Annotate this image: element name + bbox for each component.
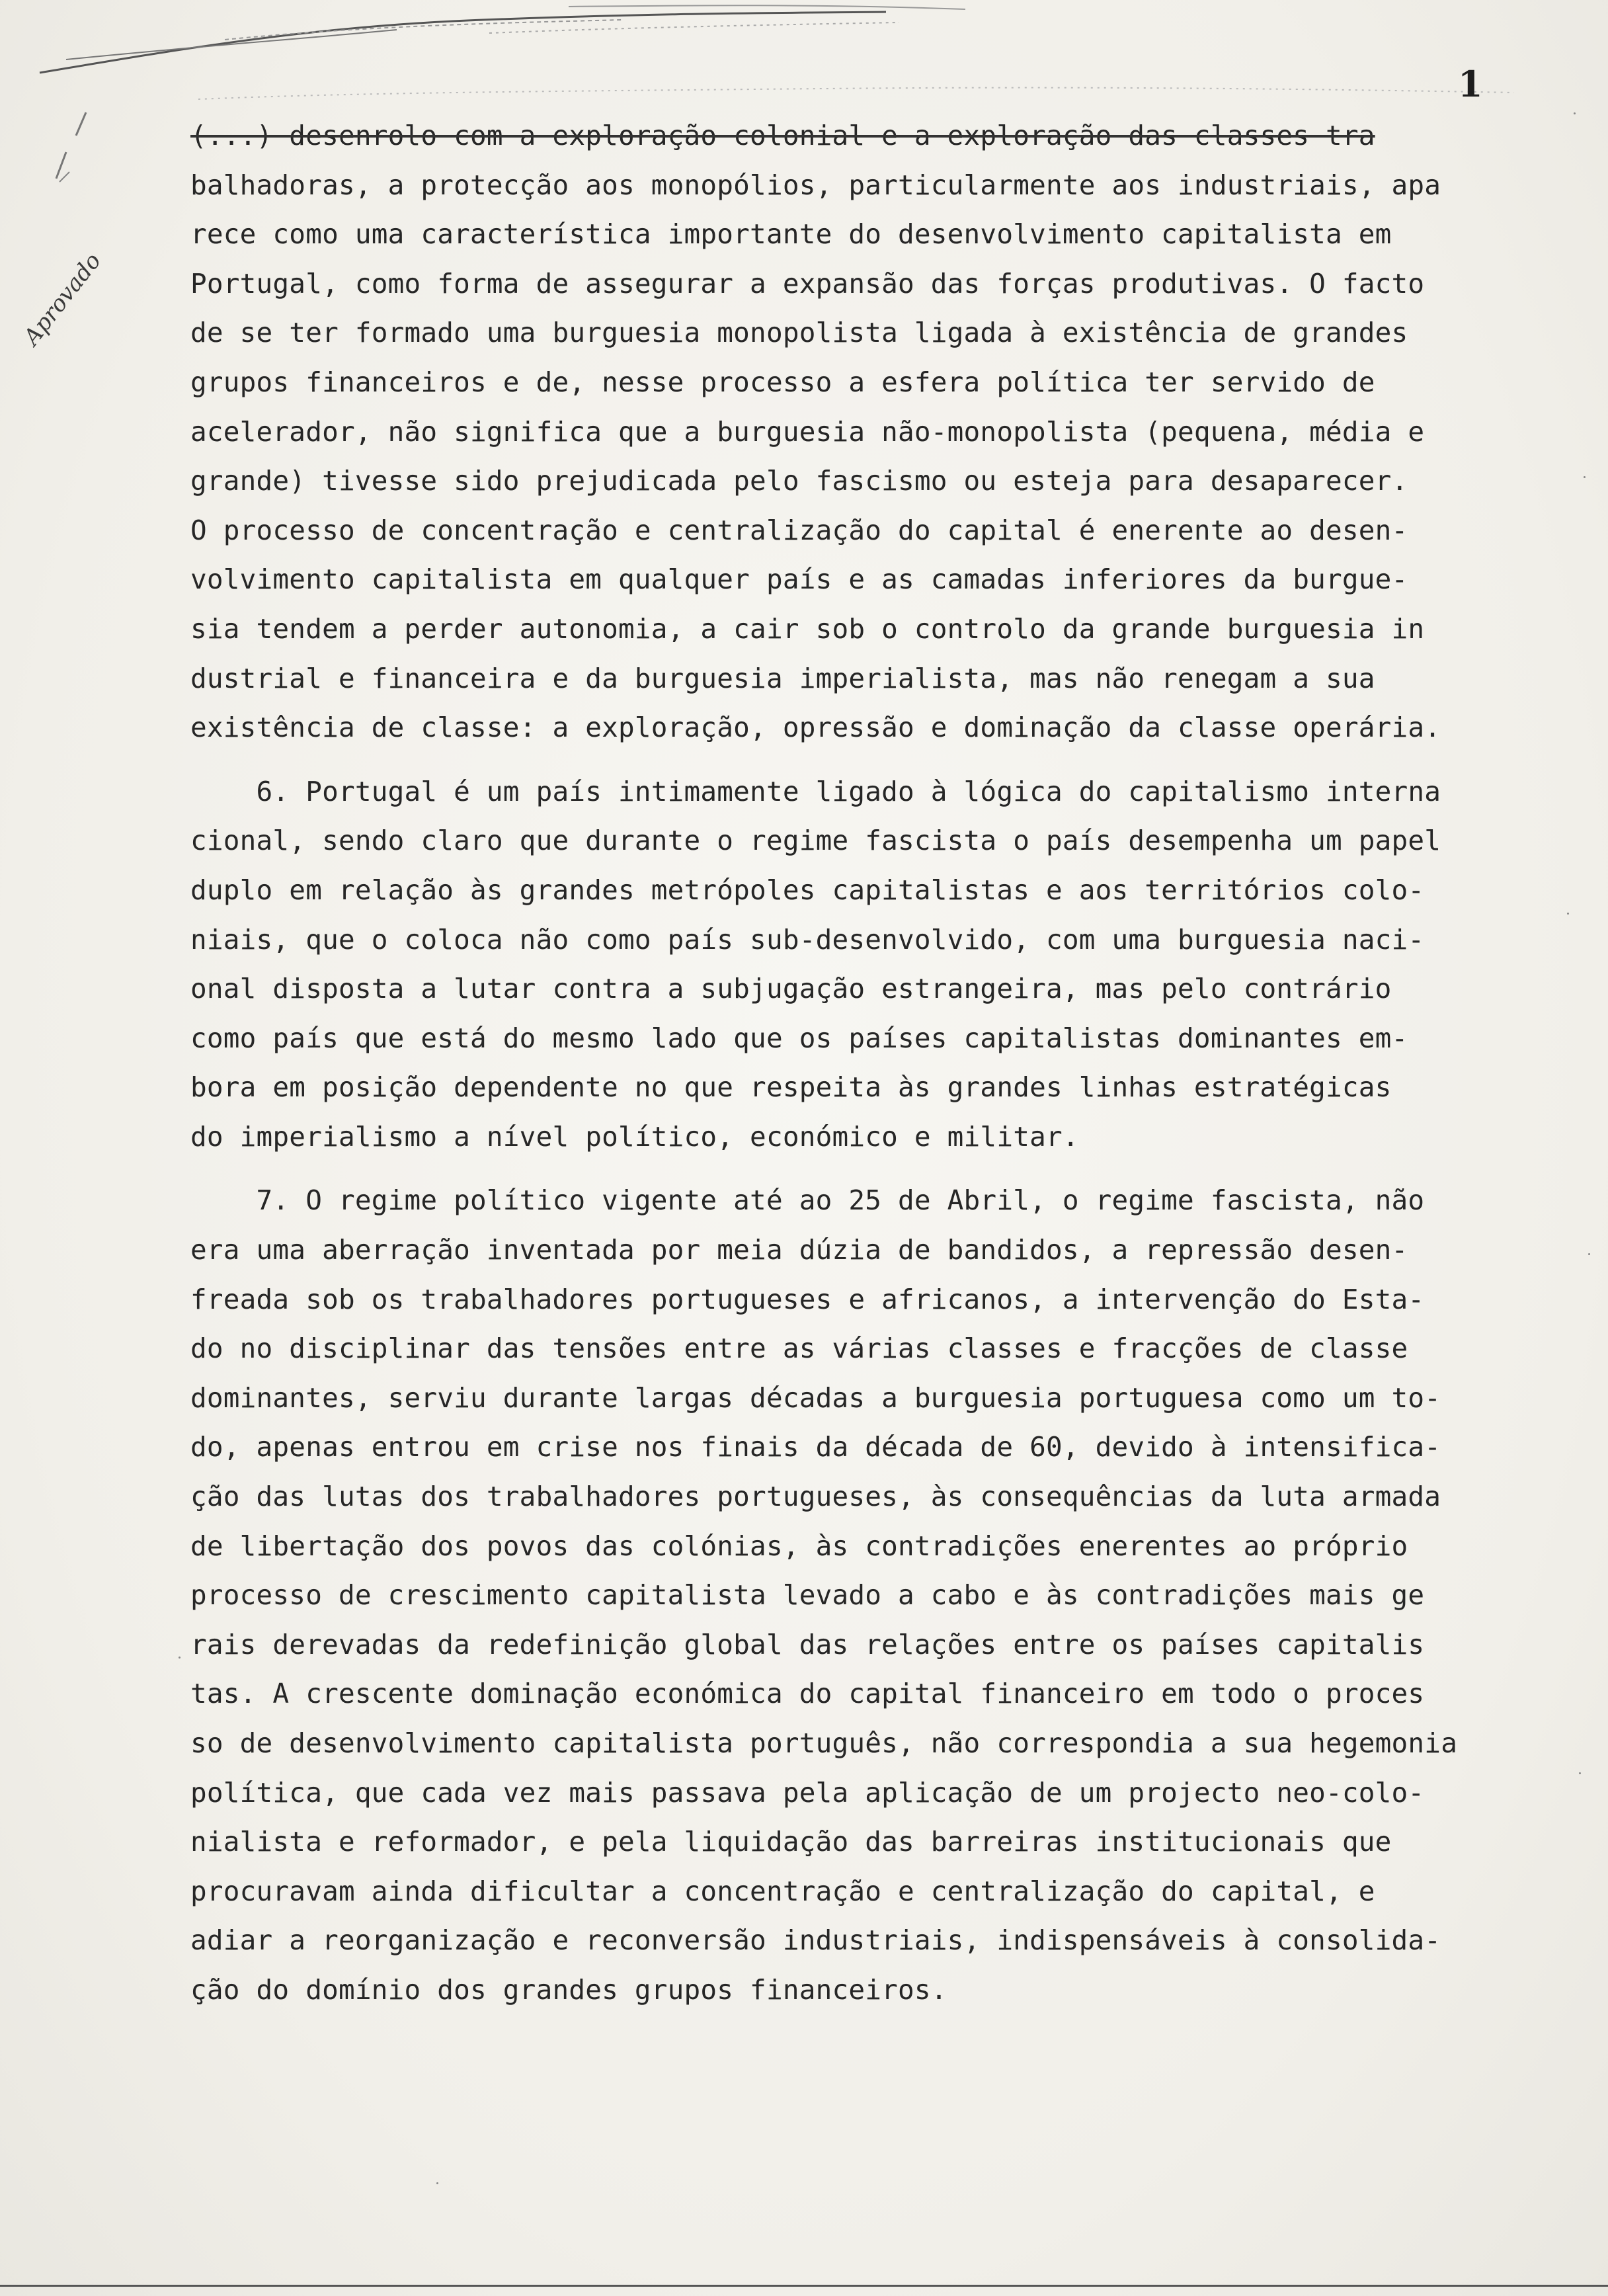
margin-pencil-marks — [40, 106, 119, 205]
text-line: freada sob os trabalhadores portugueses e africanos, a intervenção do Esta- — [190, 1283, 1425, 1315]
text-line: processo de crescimento capitalista levado a cabo e às contradições mais ge — [190, 1579, 1425, 1612]
text-line: procuravam ainda dificultar a concentração e centralização do capital, e — [190, 1875, 1375, 1907]
bottom-edge-line — [0, 2285, 1608, 2287]
text-line: existência de classe: a exploração, opressão e dominação da classe operária. — [190, 712, 1441, 744]
text-line: grande) tivesse sido prejudicada pelo fascismo ou esteja para desaparecer. — [190, 465, 1408, 497]
text-line: adiar a reorganização e reconversão industriais, indispensáveis à consolida- — [190, 1924, 1441, 1957]
scan-speck — [179, 1657, 181, 1659]
paragraph-gap — [190, 753, 1546, 767]
text-line: bora em posição dependente no que respeita às grandes linhas estratégicas — [190, 1071, 1392, 1104]
text-line: grupos financeiros e de, nesse processo a esfera política ter servido de — [190, 366, 1375, 398]
text-line: sia tendem a perder autonomia, a cair sob o controlo da grande burguesia in — [190, 612, 1425, 645]
text-line: rais derevadas da redefinição global das relações entre os países capitalis — [190, 1628, 1425, 1660]
text-line: ção do domínio dos grandes grupos financeiros. — [190, 1973, 947, 2006]
paragraph-7 — [190, 1176, 1546, 2014]
text-line: (...) desenrolo com a exploração colonial e a exploração das classes tra — [190, 120, 1375, 151]
text-line: onal disposta a lutar contra a subjugação estrangeira, mas pelo contrário — [190, 973, 1392, 1005]
scan-speck — [1588, 1253, 1590, 1255]
text-line: niais, que o coloca não como país sub-desenvolvido, com uma burguesia naci- — [190, 923, 1425, 956]
text-line: rece como uma característica importante do desenvolvimento capitalista em — [190, 218, 1392, 251]
paragraph-6 — [190, 767, 1546, 1162]
text-line: nialista e reformador, e pela liquidação das barreiras institucionais que — [190, 1826, 1392, 1858]
page-number: 1 — [1458, 63, 1483, 105]
text-line: do no disciplinar das tensões entre as várias classes e fracções de classe — [190, 1332, 1408, 1365]
text-line: política, que cada vez mais passava pela aplicação de um projecto neo-colo- — [190, 1776, 1425, 1809]
text-line: acelerador, não significa que a burguesia não-monopolista (pequena, média e — [190, 415, 1425, 448]
scan-speck — [1574, 112, 1576, 114]
text-line: so de desenvolvimento capitalista português, não correspondia a sua hegemonia — [190, 1727, 1458, 1759]
text-line: 7. O regime político vigente até ao 25 de Abril, o regime fascista, não — [190, 1184, 1425, 1217]
text-line: 6. Portugal é um país intimamente ligado à lógica do capitalismo interna — [190, 775, 1441, 807]
top-margin-scrawl — [26, 0, 1547, 112]
text-line: cional, sendo claro que durante o regime fascista o país desempenha um papel — [190, 825, 1441, 857]
text-line: balhadoras, a protecção aos monopólios, particularmente aos industriais, apa — [190, 169, 1441, 201]
text-line: duplo em relação às grandes metrópoles capitalistas e aos territórios colo- — [190, 874, 1425, 906]
text-line: de libertação dos povos das colónias, às contradições enerentes ao próprio — [190, 1530, 1408, 1562]
paragraph-1 — [190, 111, 1546, 753]
text-line: volvimento capitalista em qualquer país e as camadas inferiores da burgue- — [190, 563, 1408, 596]
text-line: dominantes, serviu durante largas décadas a burguesia portuguesa como um to- — [190, 1381, 1441, 1414]
scan-speck — [1567, 913, 1569, 915]
text-line: dustrial e financeira e da burguesia imperialista, mas não renegam a sua — [190, 662, 1375, 694]
text-line: de se ter formado uma burguesia monopolista ligada à existência de grandes — [190, 317, 1408, 349]
scan-speck — [1584, 476, 1586, 478]
margin-handwritten-note: Aprovado — [19, 248, 106, 350]
scan-speck — [1579, 1772, 1581, 1774]
text-line: do imperialismo a nível político, económico e militar. — [190, 1120, 1079, 1153]
text-line: O processo de concentração e centralização do capital é enerente ao desen- — [190, 514, 1408, 546]
paragraph-gap — [190, 1161, 1546, 1176]
text-line: Portugal, como forma de assegurar a expansão das forças produtivas. O facto — [190, 267, 1425, 300]
text-line: ção das lutas dos trabalhadores portugueses, às consequências da luta armada — [190, 1481, 1441, 1513]
text-line: do, apenas entrou em crise nos finais da década de 60, devido à intensifica- — [190, 1431, 1441, 1463]
text-line: era uma aberração inventada por meia dúzia de bandidos, a repressão desen- — [190, 1234, 1408, 1266]
body-text — [190, 111, 1546, 2015]
scan-speck — [436, 2182, 438, 2184]
text-line: tas. A crescente dominação económica do capital financeiro em todo o proces — [190, 1678, 1425, 1710]
text-line: como país que está do mesmo lado que os países capitalistas dominantes em- — [190, 1022, 1408, 1054]
